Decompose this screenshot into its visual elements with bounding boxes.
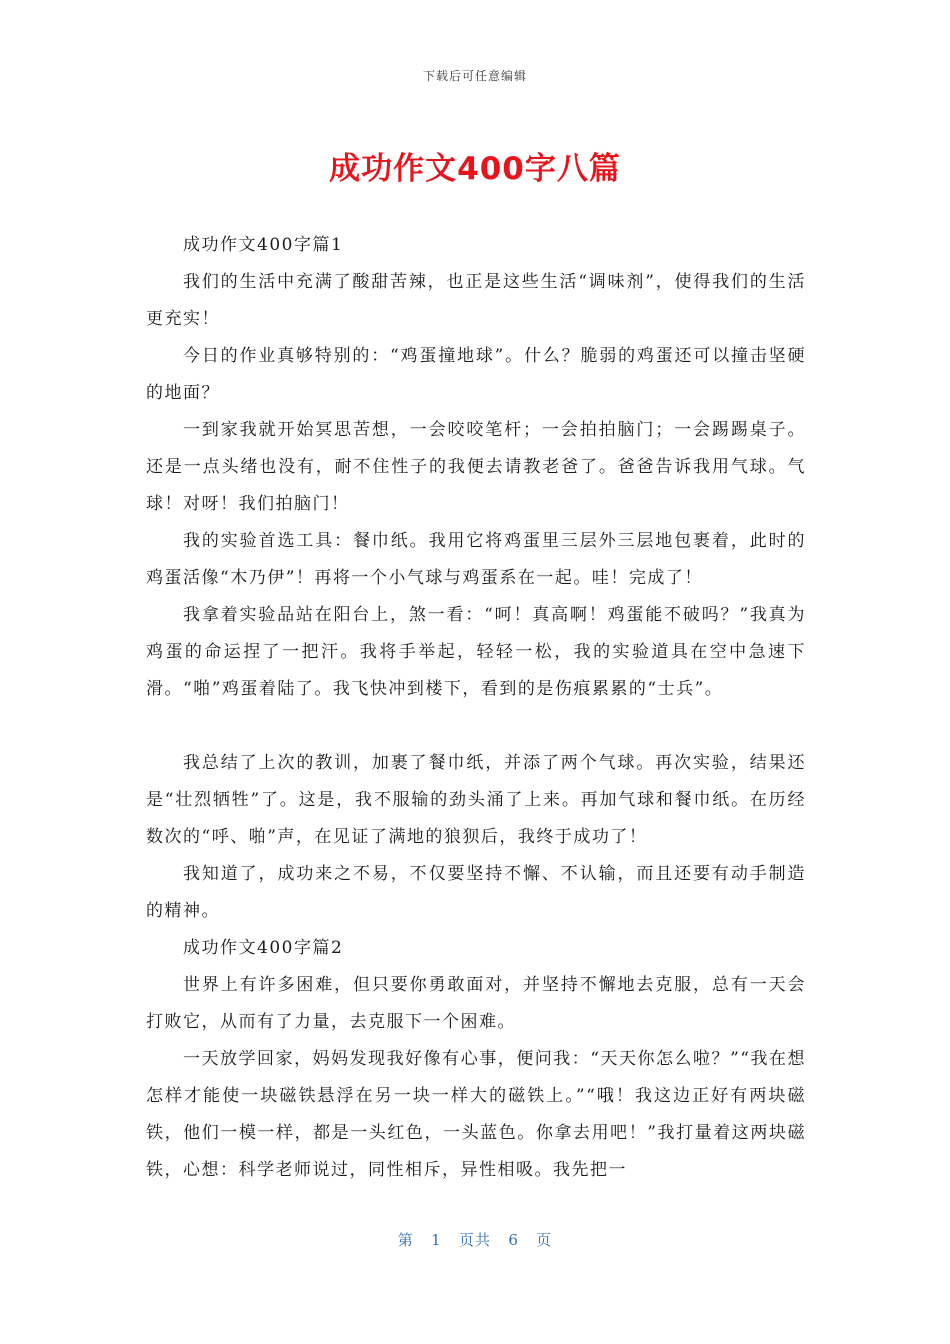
paragraph: 今日的作业真够特别的：“鸡蛋撞地球”。什么？脆弱的鸡蛋还可以撞击坚硬的地面？ bbox=[146, 346, 806, 403]
page-suffix: 页 bbox=[536, 1231, 553, 1249]
page-total: 6 bbox=[508, 1231, 519, 1249]
page-prefix: 第 bbox=[397, 1231, 414, 1249]
paragraph: 我知道了，成功来之不易，不仅要坚持不懈、不认输，而且还要有动手制造的精神。 bbox=[146, 864, 806, 921]
page-footer bbox=[0, 1229, 950, 1250]
header-note: 下载后可任意编辑 bbox=[422, 69, 527, 83]
document-body bbox=[146, 227, 806, 1189]
paragraph: 我们的生活中充满了酸甜苦辣，也正是这些生活“调味剂”，使得我们的生活更充实！ bbox=[146, 272, 806, 329]
paragraph: 我的实验首选工具：餐巾纸。我用它将鸡蛋里三层外三层地包裹着，此时的鸡蛋活像“木乃伊”！再将一个小气球与鸡蛋系在一起。哇！完成了！ bbox=[146, 531, 806, 588]
paragraph: 世界上有许多困难，但只要你勇敢面对，并坚持不懈地去克服，总有一天会打败它，从而有了力量，去克服下一个困难。 bbox=[146, 975, 806, 1032]
paragraph: 我总结了上次的教训，加裹了餐巾纸，并添了两个气球。再次实验，结果还是“壮烈牺牲”了。这是，我不服输的劲头涌了上来。再加气球和餐巾纸。在历经数次的“呼、啪”声，在见证了满地的狼狈后，我终于成功了！ bbox=[146, 753, 806, 847]
document-title: 成功作文400字八篇 bbox=[329, 151, 621, 187]
paragraph: 我拿着实验品站在阳台上，煞一看：“呵！真高啊！鸡蛋能不破吗？”我真为鸡蛋的命运捏了一把汗。我将手举起，轻轻一松，我的实验道具在空中急速下滑。“啪”鸡蛋着陆了。我飞快冲到楼下，看到的是伤痕累累的“士兵”。 bbox=[146, 605, 806, 699]
section-heading: 成功作文400字篇2 bbox=[183, 938, 344, 958]
paragraph: 一到家我就开始冥思苦想，一会咬咬笔杆；一会拍拍脑门；一会踢踢桌子。还是一点头绪也没有，耐不住性子的我便去请教老爸了。爸爸告诉我用气球。气球！对呀！我们拍脑门！ bbox=[146, 420, 806, 514]
paragraph: 一天放学回家，妈妈发现我好像有心事，便问我：“天天你怎么啦？”“我在想怎样才能使一块磁铁悬浮在另一块一样大的磁铁上。”“哦！我这边正好有两块磁铁，他们一模一样，都是一头红色，一头蓝色。你拿去用吧！”我打量着这两块磁铁，心想：科学老师说过，同性相斥，异性相吸。我先把一 bbox=[146, 1049, 806, 1180]
page-current: 1 bbox=[431, 1231, 442, 1249]
section-heading: 成功作文400字篇1 bbox=[183, 235, 344, 255]
page-middle: 页共 bbox=[458, 1231, 491, 1249]
